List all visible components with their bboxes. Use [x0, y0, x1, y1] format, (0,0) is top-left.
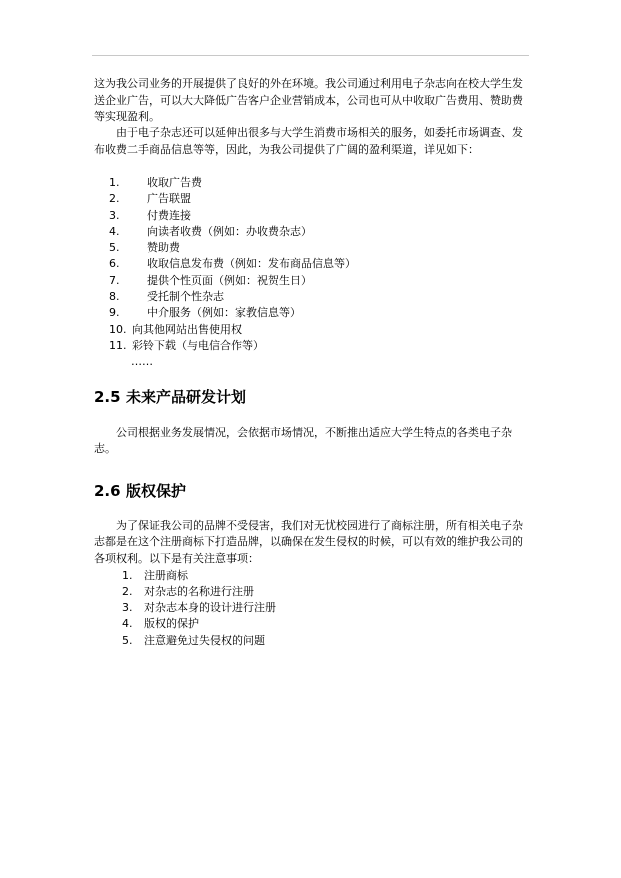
copyright-list	[94, 568, 528, 649]
list-item: 5. 注意避免过失侵权的问题	[122, 633, 265, 647]
list-item: 1. 注册商标	[122, 568, 188, 582]
section-2-5-heading: 2.5 未来产品研发计划	[94, 387, 247, 406]
list-item: 2. 广告联盟	[109, 192, 191, 206]
list-item: 2. 对杂志的名称进行注册	[122, 584, 254, 598]
list-item: 1. 收取广告费	[109, 176, 202, 189]
header-rule	[92, 55, 529, 56]
list-item: 10. 向其他网站出售使用权	[109, 322, 242, 336]
intro-paragraph-1: 这为我公司业务的开展提供了良好的外在环境。我公司通过利用电子杂志向在校大学生发送企业广告，可以大大降低广告客户企业营销成本，公司也可从中收取广告费用、赞助费等实现盈利。	[94, 77, 523, 123]
section-2-5-body: 公司根据业务发展情况，会依据市场情况，不断推出适应大学生特点的各类电子杂志。	[94, 425, 512, 456]
list-ellipsis: ……	[131, 355, 153, 369]
list-item: 3. 付费连接	[109, 208, 191, 222]
list-item: 5. 赞助费	[109, 241, 180, 255]
document-page	[94, 76, 528, 649]
list-item: 4. 版权的保护	[122, 617, 199, 631]
revenue-list	[94, 175, 528, 371]
list-item: 8. 受托制个性杂志	[109, 290, 224, 304]
intro-paragraph-2: 由于电子杂志还可以延伸出很多与大学生消费市场相关的服务，如委托市场调查、发布收费二手商品信息等等，因此，为我公司提供了广阔的盈利渠道，详见如下：	[94, 126, 523, 156]
list-item: 3. 对杂志本身的设计进行注册	[122, 601, 276, 615]
section-2-6-heading: 2.6 版权保护	[94, 481, 187, 500]
list-item: 4. 向读者收费（例如：办收费杂志）	[109, 224, 312, 238]
section-2-6-body: 为了保证我公司的品牌不受侵害，我们对无忧校园进行了商标注册，所有相关电子杂志都是在这个注册商标下打造品牌，以确保在发生侵权的时候，可以有效的维护我公司的各项权利。以下是有关注意事项：	[94, 518, 523, 565]
list-item: 7. 提供个性页面（例如：祝贺生日）	[109, 273, 312, 287]
list-item: 11. 彩铃下载（与电信合作等）	[109, 338, 264, 352]
list-item: 9. 中介服务（例如：家教信息等）	[109, 306, 301, 320]
list-item: 6. 收取信息发布费（例如：发布商品信息等）	[109, 257, 356, 271]
